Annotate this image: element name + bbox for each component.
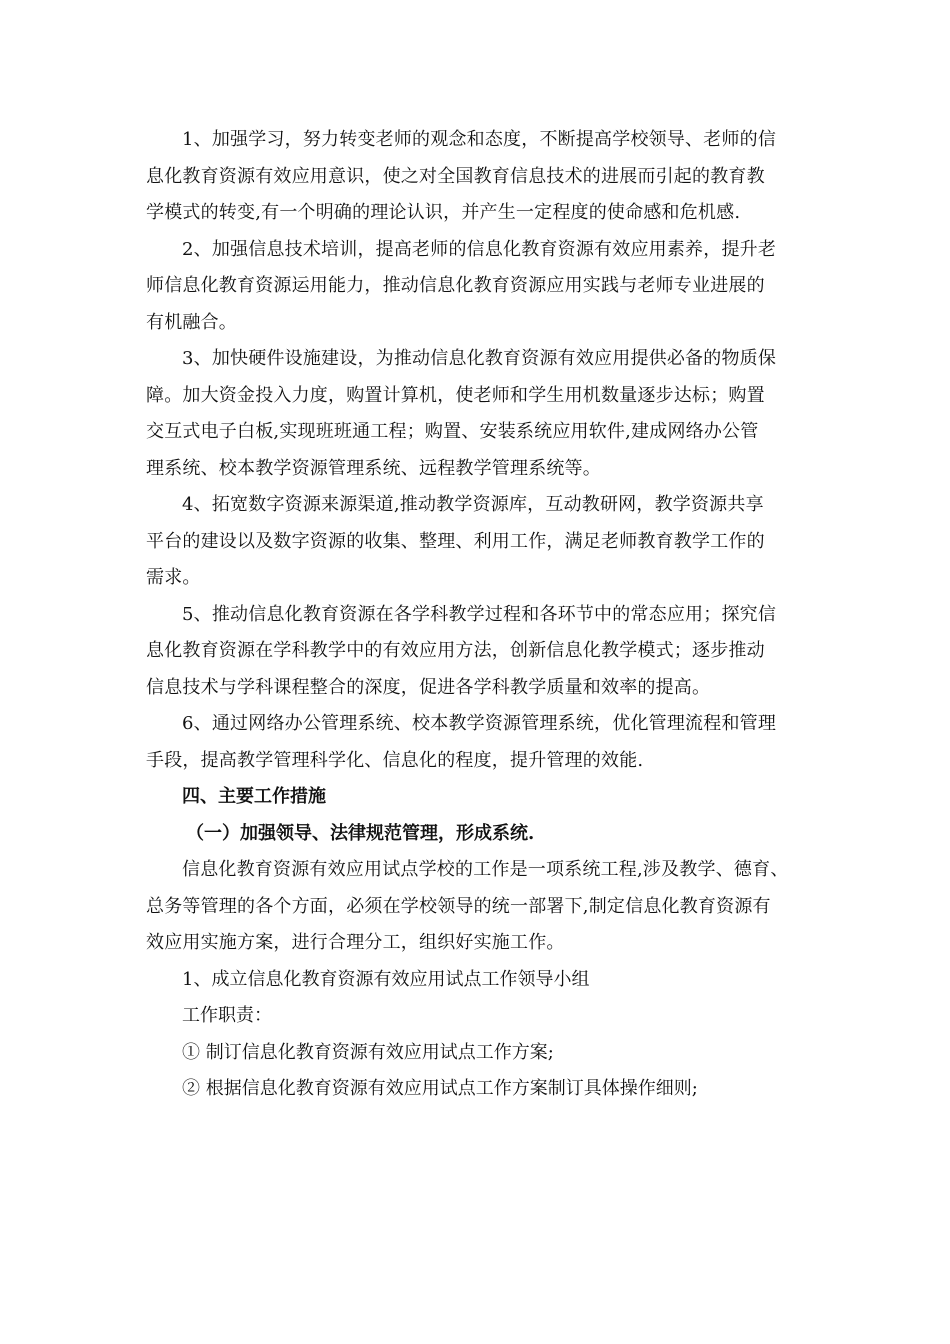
list-item: 1、成立信息化教育资源有效应用试点工作领导小组 bbox=[182, 968, 590, 990]
document-body bbox=[146, 122, 808, 1108]
text-line: 1、加强学习，努力转变老师的观念和态度，不断提高学校领导、老师的信 bbox=[182, 129, 777, 150]
text-line: 6、通过网络办公管理系统、校本教学资源管理系统，优化管理流程和管理 bbox=[182, 713, 777, 734]
list-item: ② 根据信息化教育资源有效应用试点工作方案制订具体操作细则; bbox=[182, 1078, 698, 1099]
text-line: 信息技术与学科课程整合的深度，促进各学科教学质量和效率的提高。 bbox=[146, 676, 711, 698]
paragraph-4 bbox=[146, 487, 808, 597]
text-line: 学模式的转变,有一个明确的理论认识，并产生一定程度的使命感和危机感. bbox=[146, 202, 741, 223]
text-line: 4、拓宽数字资源来源渠道,推动教学资源库，互动教研网，教学资源共享 bbox=[182, 494, 764, 515]
text-line: 息化教育资源在学科教学中的有效应用方法，创新信息化教学模式；逐步推动 bbox=[146, 640, 765, 661]
paragraph-2 bbox=[146, 232, 808, 342]
text-line: 手段，提高教学管理科学化、信息化的程度，提升管理的效能. bbox=[146, 749, 644, 771]
paragraph-1 bbox=[146, 122, 808, 232]
text-line: 3、加快硬件设施建设，为推动信息化教育资源有效应用提供必备的物质保 bbox=[182, 348, 777, 369]
text-line: 理系统、校本教学资源管理系统、远程教学管理系统等。 bbox=[146, 457, 601, 479]
paragraph-3 bbox=[146, 341, 808, 487]
text-line: 有机融合。 bbox=[146, 311, 237, 333]
text-line: 需求。 bbox=[146, 567, 201, 588]
text-line: 平台的建设以及数字资源的收集、整理、利用工作，满足老师教育教学工作的 bbox=[146, 530, 765, 552]
list-item: ① 制订信息化教育资源有效应用试点工作方案; bbox=[182, 1041, 554, 1063]
text-line: 效应用实施方案，进行合理分工，组织好实施工作。 bbox=[146, 932, 565, 953]
text-line: 息化教育资源有效应用意识，使之对全国教育信息技术的进展而引起的教育教 bbox=[146, 165, 765, 187]
text-line: 5、推动信息化教育资源在各学科教学过程和各环节中的常态应用；探究信 bbox=[182, 603, 777, 625]
section-heading: 四、主要工作措施 bbox=[182, 786, 326, 807]
text-line: 总务等管理的各个方面，必须在学校领导的统一部署下,制定信息化教育资源有 bbox=[146, 895, 771, 917]
paragraph-5 bbox=[146, 597, 808, 707]
text-line: 信息化教育资源有效应用试点学校的工作是一项系统工程,涉及教学、德育、 bbox=[182, 859, 789, 880]
text-line: 师信息化教育资源运用能力，推动信息化教育资源应用实践与老师专业进展的 bbox=[146, 275, 765, 296]
list-item: 工作职责： bbox=[182, 1005, 272, 1026]
text-line: 障。加大资金投入力度，购置计算机，使老师和学生用机数量逐步达标；购置 bbox=[146, 384, 765, 406]
sub-heading: （一）加强领导、法律规范管理，形成系统. bbox=[186, 822, 535, 844]
section-paragraph bbox=[146, 852, 808, 962]
paragraph-6 bbox=[146, 706, 808, 779]
text-line: 交互式电子白板,实现班班通工程；购置、安装系统应用软件,建成网络办公管 bbox=[146, 421, 759, 442]
text-line: 2、加强信息技术培训，提高老师的信息化教育资源有效应用素养，提升老 bbox=[182, 238, 777, 260]
